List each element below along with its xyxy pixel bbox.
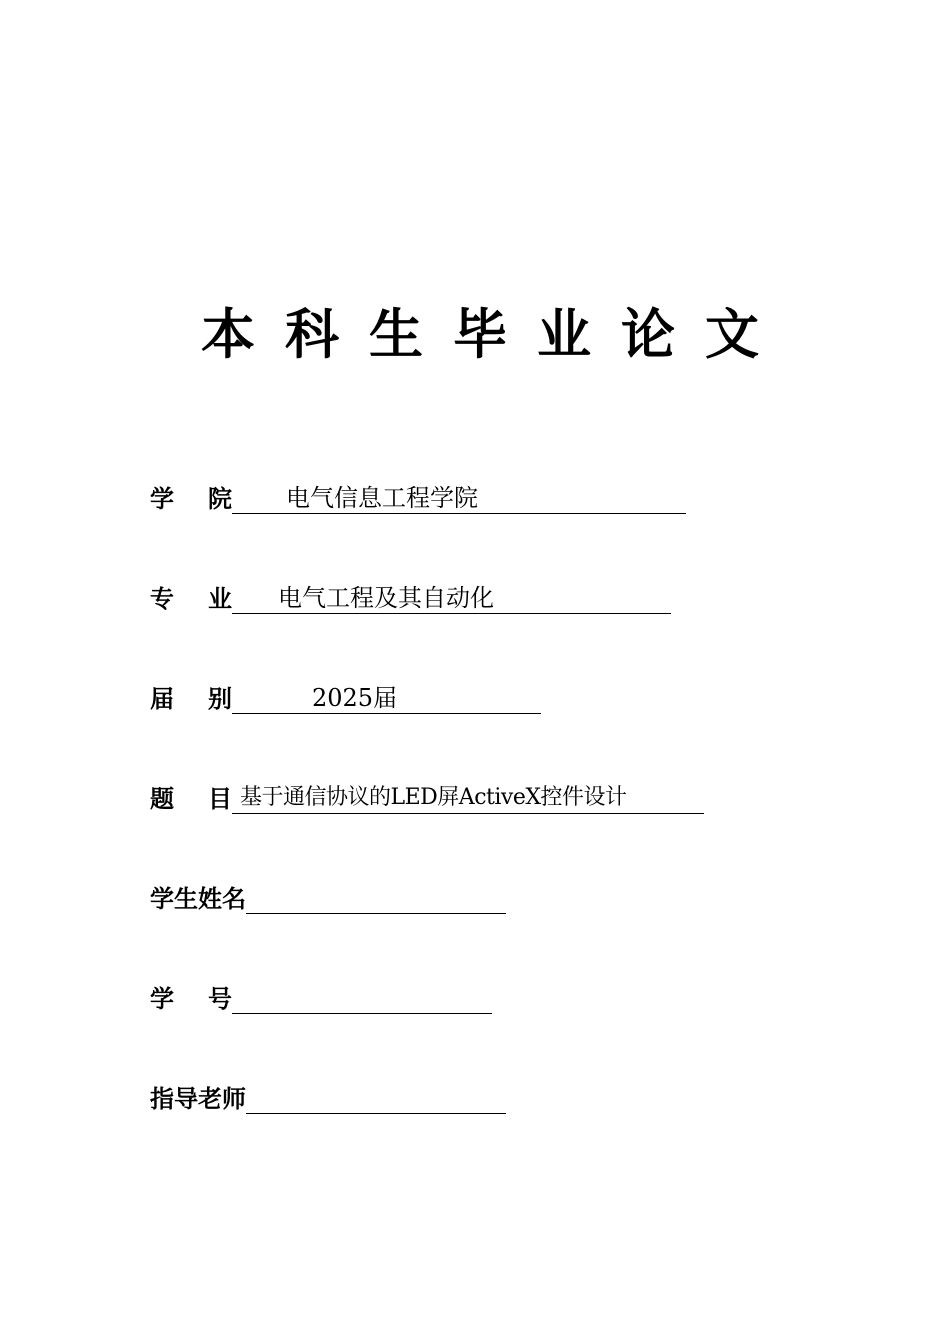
field-student-id (150, 978, 492, 1014)
field-value-class-year: 2025届 (232, 683, 541, 714)
field-label-class-year: 届别 (150, 685, 266, 713)
field-label-student-name: 学生姓名 (150, 885, 246, 913)
field-value-thesis-title: 基于通信协议的LED屏ActiveX控件设计 (232, 783, 704, 814)
page-title (0, 300, 950, 370)
field-student-name (150, 878, 506, 914)
field-value-major: 电气工程及其自动化 (232, 583, 671, 614)
field-value-college: 电气信息工程学院 (232, 483, 686, 514)
field-value-student-name (246, 913, 506, 914)
page-title-text: 本科生毕业论文 (201, 303, 789, 366)
field-advisor (150, 1078, 506, 1114)
field-label-thesis-title: 题目 (150, 785, 266, 813)
field-class-year (150, 678, 541, 714)
field-label-advisor: 指导老师 (150, 1085, 246, 1113)
field-thesis-title (150, 778, 704, 814)
field-value-advisor (246, 1113, 506, 1114)
field-college (150, 478, 686, 514)
field-label-college: 学院 (150, 485, 266, 513)
field-major (150, 578, 671, 614)
field-label-student-id: 学号 (150, 985, 266, 1013)
field-label-major: 专业 (150, 585, 266, 613)
field-value-student-id (232, 1013, 492, 1014)
